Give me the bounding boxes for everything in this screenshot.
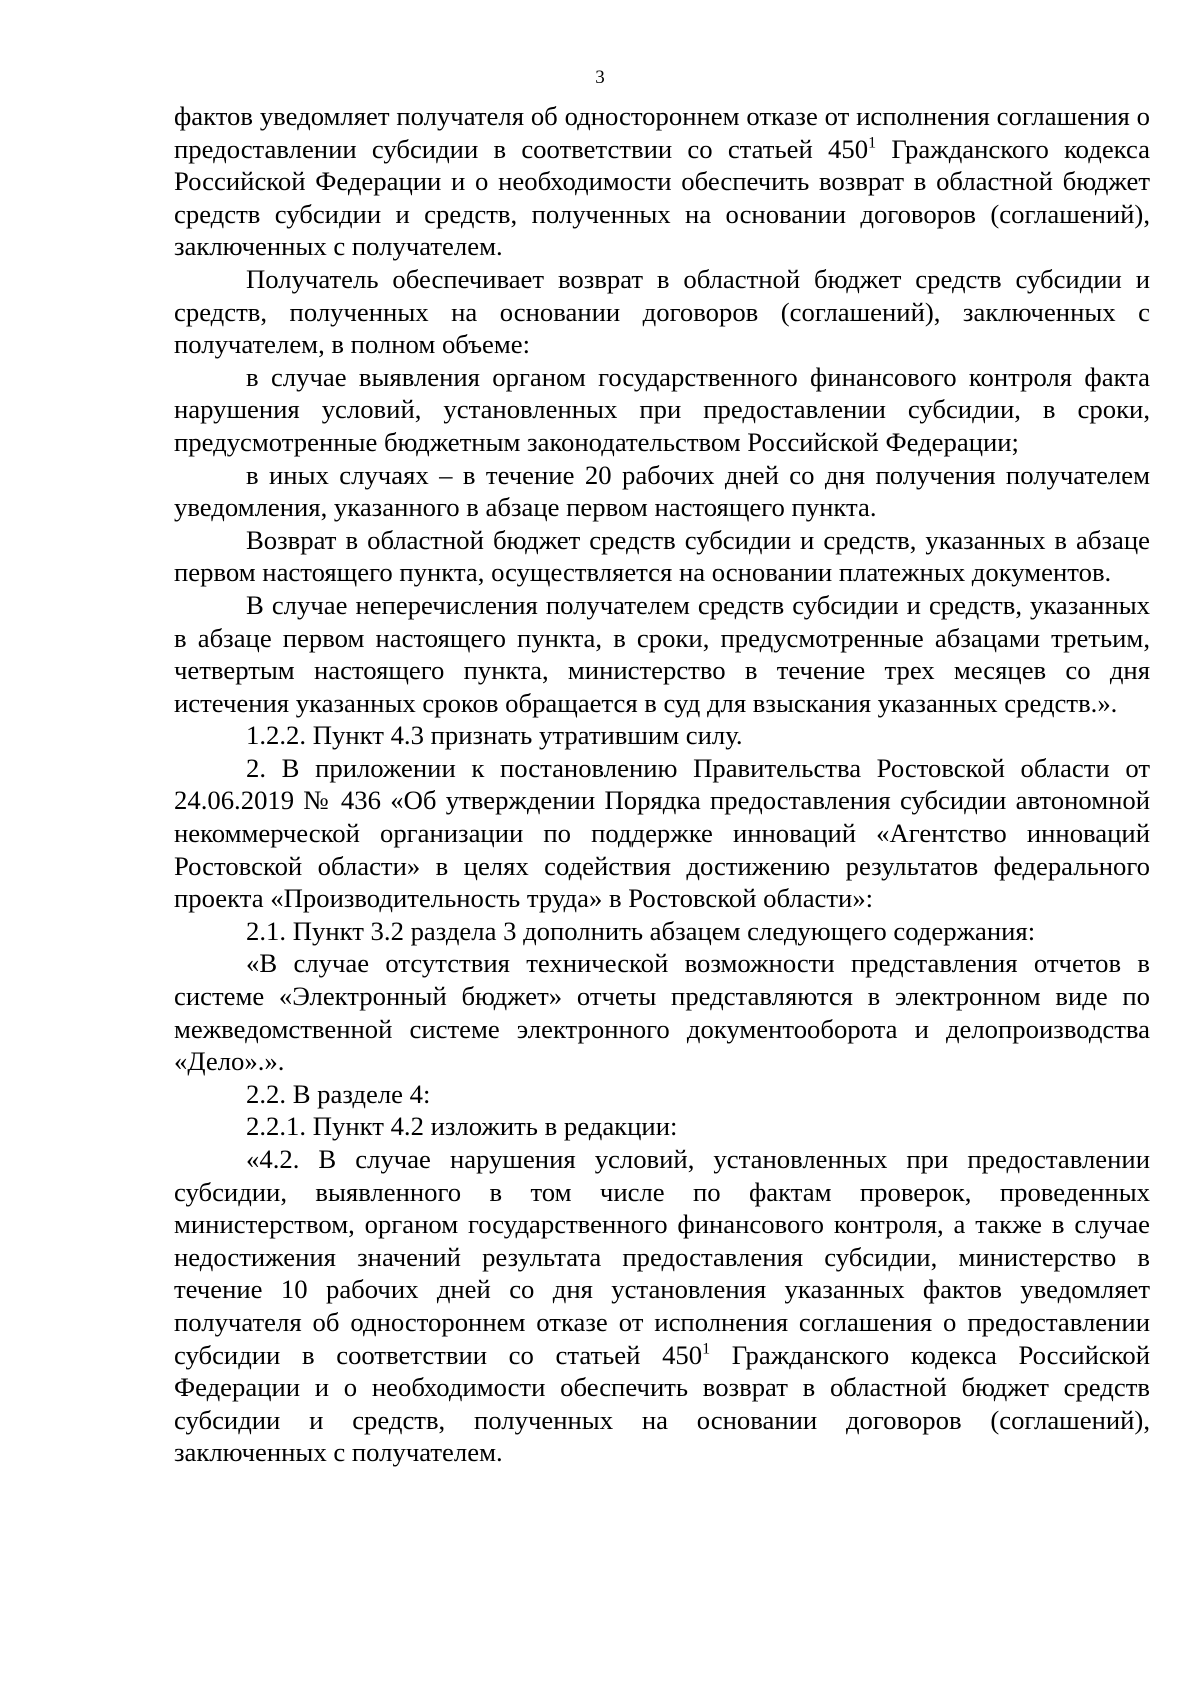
paragraph-item-2: 2. В приложении к постановлению Правительства Ростовской области от 24.06.2019 № 436 «Об утверждении Порядка предоставления субсидии автономной некоммерческой организации по поддержке инноваций «Агентство инноваций Ростовской области» в целях содействия достижению результатов федерального проекта «Производительность труда» в Ростовской области»: — [174, 752, 1150, 914]
paragraph-electronic-budget: «В случае отсутствия технической возможности представления отчетов в системе «Электронный бюджет» отчеты представляются в электронном виде по межведомственной системе электронного документооборота и делопроизводства «Дело».». — [174, 948, 1150, 1077]
paragraph-other-cases: в иных случаях – в течение 20 рабочих дней со дня получения получателем уведомления, указанного в абзаце первом настоящего пункта. — [174, 459, 1150, 523]
paragraph-continuation-notice: фактов уведомляет получателя об одностороннем отказе от исполнения соглашения о предоставлении субсидии в соответствии со статьей $450^1$ Гражданского кодекса Российской Федерации и о необходимости обеспечить возврат в областной бюджет средств субсидии и средств, полученных на основании договоров (соглашений), заключенных с получателем. — [174, 101, 1150, 262]
paragraph-item-2-1: 2.1. Пункт 3.2 раздела 3 дополнить абзацем следующего содержания: — [246, 915, 1036, 946]
paragraph-control-violation: в случае выявления органом государственного финансового контроля факта нарушения условий, установленных при предоставлении субсидии, в сроки, предусмотренные бюджетным законодательством Российской Федерации; — [174, 361, 1150, 457]
paragraph-payment-documents: Возврат в областной бюджет средств субсидии и средств, указанных в абзаце первом настоящего пункта, осуществляется на основании платежных документов. — [174, 524, 1150, 588]
article-superscript: 1 — [868, 134, 877, 152]
paragraph-clause-4-2: «4.2. В случае нарушения условий, установленных при предоставлении субсидии, выявленного в том числе по фактам проверок, проведенных министерством, органом государственного финансового контроля, а также в случае недостижения значений результата предоставления субсидии, министерство в течение 10 рабочих дней со дня установления указанных фактов уведомляет получателя об одностороннем отказе от исполнения соглашения о предоставлении субсидии в соответствии со статьей $450^1$ Гражданского кодекса Российской Федерации и о необходимости обеспечить возврат в областной бюджет средств субсидии и средств, полученных на основании договоров (соглашений), заключенных с получателем. — [174, 1144, 1151, 1468]
page-number: 3 — [595, 67, 605, 88]
article-superscript: 1 — [702, 1340, 711, 1358]
paragraph-item-2-2-1: 2.2.1. Пункт 4.2 изложить в редакции: — [246, 1111, 678, 1142]
paragraph-court-recovery: В случае неперечисления получателем средств субсидии и средств, указанных в абзаце первом настоящего пункта, в сроки, предусмотренные абзацами третьим, четвертым настоящего пункта, министерство в течение трех месяцев со дня истечения указанных сроков обращается в суд для взыскания указанных средств.». — [174, 589, 1150, 718]
document-body — [174, 100, 1150, 1469]
paragraph-item-1-2-2: 1.2.2. Пункт 4.3 признать утратившим силу. — [246, 720, 743, 751]
paragraph-refund-obligation: Получатель обеспечивает возврат в областной бюджет средств субсидии и средств, полученных на основании договоров (соглашений), заключенных с получателем, в полном объеме: — [174, 263, 1150, 360]
paragraph-item-2-2: 2.2. В разделе 4: — [246, 1078, 431, 1109]
